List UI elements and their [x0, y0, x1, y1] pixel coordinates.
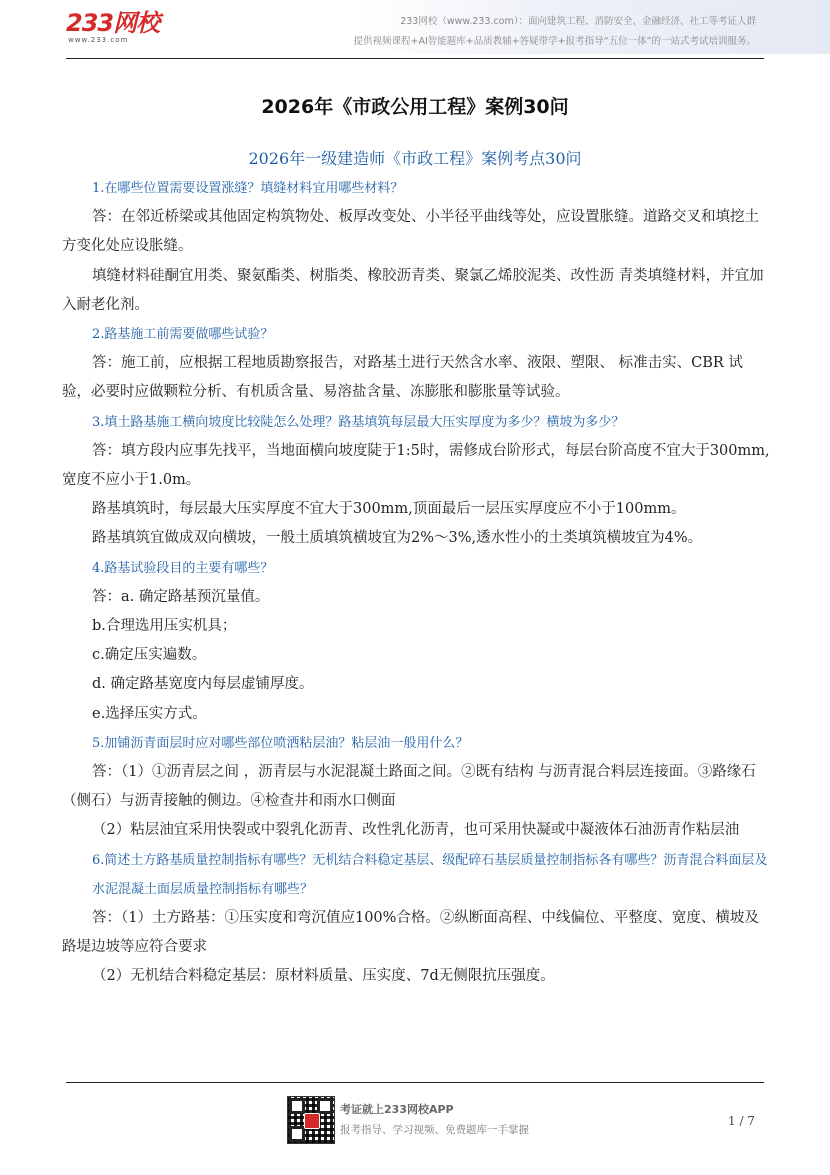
answer-paragraph: 答：填方段内应事先找平，当地面横向坡度陡于1:5时，需修成台阶形式，每层台阶高度不宜大于300mm, 宽度不应小于1.0m。 [62, 442, 770, 489]
logo-text: 233网校 [66, 9, 160, 37]
answer-paragraph: 答：在邻近桥梁或其他固定构筑物处、板厚改变处、小半径平曲线等处，应设置胀缝。道路交叉和填挖土方变化处应设胀缝。 [62, 209, 759, 255]
qr-code-icon [287, 1096, 335, 1144]
answer-paragraph: 答：a. 确定路基预沉量值。 [92, 588, 270, 605]
answer-paragraph: 填缝材料硅酮宜用类、聚氨酯类、树脂类、橡胶沥青类、聚氯乙烯胶泥类、改性沥 青类填缝材料，并宜加入耐老化剂。 [62, 267, 764, 313]
page-number: 1 / 7 [728, 1114, 755, 1128]
question-heading: 3.填土路基施工横向坡度比较陡怎么处理？路基填筑每层最大压实厚度为多少？横坡为多少？ [92, 414, 625, 430]
answer-paragraph: （2）粘层油宜采用快裂或中裂乳化沥青、改性乳化沥青，也可采用快凝或中凝液体石油沥青作粘层油 [92, 822, 740, 839]
header-description [354, 12, 757, 52]
question-heading: 6.简述土方路基质量控制指标有哪些？无机结合料稳定基层、级配碎石基层质量控制指标各有哪些？沥青混合料面层及水泥混凝土面层质量控制指标有哪些？ [92, 852, 768, 897]
answer-paragraph: c.确定压实遍数。 [92, 647, 207, 664]
footer-app-title: 考证就上233网校APP [340, 1103, 454, 1116]
header-line-1: 233网校（www.233.com）：面向建筑工程、消防安全、金融经济、社工等考证人群 [400, 16, 756, 27]
question-heading: 5.加铺沥青面层时应对哪些部位喷洒粘层油？粘层油一般用什么？ [92, 735, 469, 751]
header-divider [66, 58, 764, 59]
answer-paragraph: 答：（1）土方路基：①压实度和弯沉值应100%合格。②纵断面高程、中线偏位、平整度、宽度、横坡及路堤边坡等应符合要求 [62, 910, 759, 956]
footer-app-subtitle: 报考指导、学习视频、免费题库一手掌握 [340, 1124, 529, 1136]
logo-url: www.233.com [68, 36, 129, 44]
page-header [0, 0, 830, 60]
logo [66, 10, 159, 44]
answer-paragraph: 路基填筑宜做成双向横坡，一般土质填筑横坡宜为2%～3%,透水性小的土类填筑横坡宜为4%。 [92, 530, 703, 547]
document-body [62, 174, 770, 992]
answer-paragraph: 路基填筑时，每层最大压实厚度不宜大于300mm,顶面最后一层压实厚度应不小于100mm。 [92, 501, 686, 518]
header-line-2: 提供视频课程+AI智能题库+品质教辅+答疑带学+报考指导“五位一体”的一站式考试培训服务。 [353, 36, 756, 47]
answer-paragraph: 答：（1）①沥青层之间 ，沥青层与水泥混凝土路面之间。②既有结构 与沥青混合料层连接面。③路缘石（侧石）与沥青接触的侧边。④检查井和雨水口侧面 [62, 764, 756, 810]
question-heading: 4.路基试验段目的主要有哪些？ [92, 560, 274, 576]
answer-paragraph: b.合理选用压实机具； [92, 618, 237, 635]
answer-paragraph: d. 确定路基宽度内每层虚铺厚度。 [92, 676, 314, 693]
document-subtitle: 2026年一级建造师《市政工程》案例考点30问 [248, 149, 582, 168]
footer-divider [66, 1082, 764, 1083]
answer-paragraph: 答：施工前，应根据工程地质勘察报告，对路基土进行天然含水率、液限、塑限、 标准击实、CBR 试验，必要时应做颗粒分析、有机质含量、易溶盐含量、冻膨胀和膨胀量等试验。 [62, 355, 743, 401]
document-title: 2026年《市政公用工程》案例30问 [261, 96, 569, 118]
question-heading: 1.在哪些位置需要设置涨缝？填缝材料宜用哪些材料？ [92, 181, 404, 196]
answer-paragraph: e.选择压实方式。 [92, 705, 207, 722]
answer-paragraph: （2）无机结合料稳定基层：原材料质量、压实度、7d无侧限抗压强度。 [92, 968, 555, 985]
question-heading: 2.路基施工前需要做哪些试验？ [92, 327, 274, 343]
